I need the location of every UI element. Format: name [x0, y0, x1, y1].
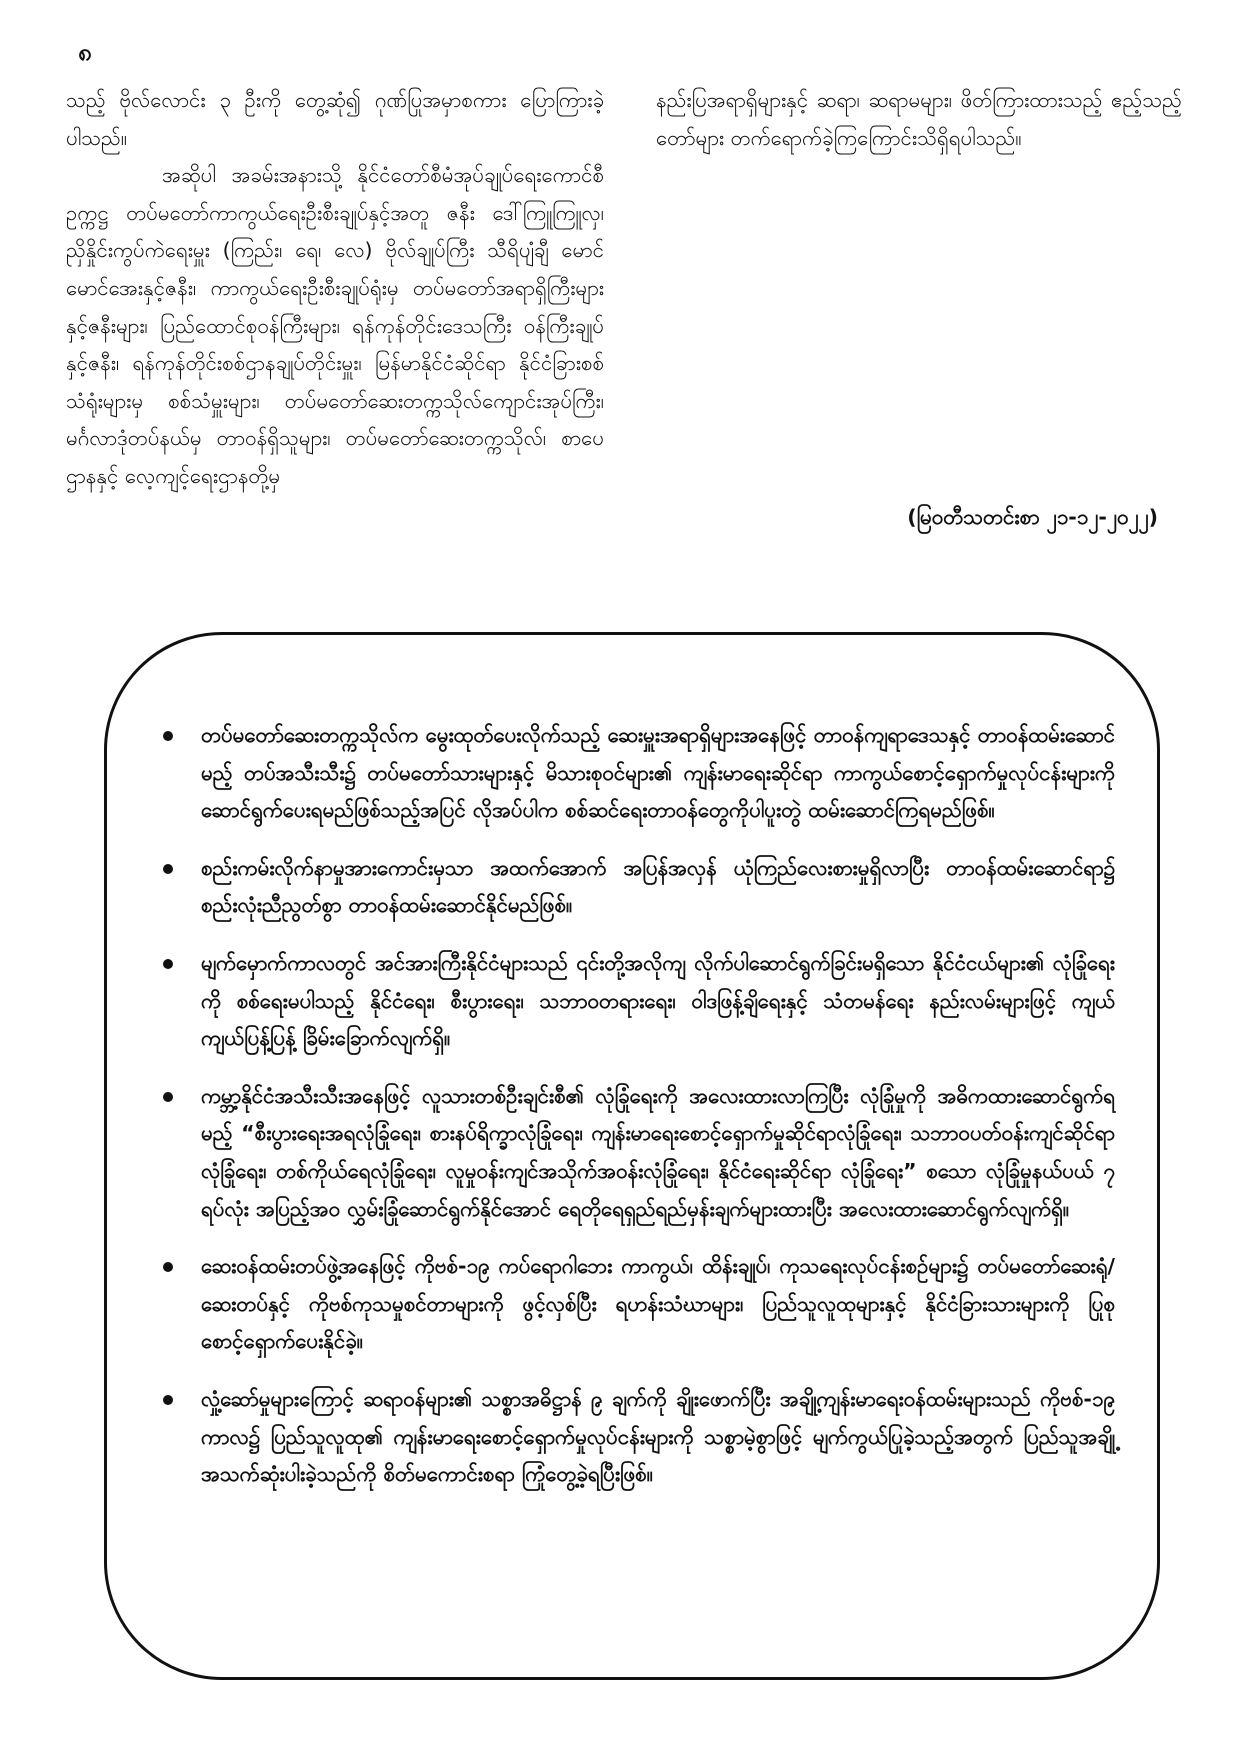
left-paragraph-1: သည့် ဗိုလ်လောင်း ၃ ဦးကို တွေ့ဆုံ၍ ဂုဏ်ပြုအမှာစကား ပြောကြားခဲ့ပါသည်။	[66, 88, 604, 150]
bullet-icon	[163, 959, 173, 969]
bullet-icon	[163, 1092, 173, 1102]
page-number: ၈	[78, 38, 92, 66]
summary-bullet-item	[163, 1078, 1115, 1228]
summary-bullet-text: တပ်မတော်ဆေးတက္ကသိုလ်က မွေးထုတ်ပေးလိုက်သည့် ဆေးမှူးအရာရှိများအနေဖြင့် တာဝန်ကျရာဒေသနှင့် တာဝန်ထမ်းဆောင်မည့် တပ်အသီးသီး၌ တပ်မတော်သားများနှင့် မိသားစုဝင်များ၏ ကျန်းမာရေးဆိုင်ရာ ကာကွယ်စောင့်ရှောက်မှုလုပ်ငန်းများကို ဆောင်ရွက်ပေးရမည်ဖြစ်သည့်အပြင် လိုအပ်ပါက စစ်ဆင်ရေးတာဝန်တွေကိုပါပူးတွဲ ထမ်းဆောင်ကြရမည်ဖြစ်။	[201, 723, 1115, 823]
bullet-icon	[163, 864, 173, 874]
summary-bullet-text: ဆေးဝန်ထမ်းတပ်ဖွဲ့အနေဖြင့် ကိုဗစ်-၁၉ ကပ်ရောဂါဘေး ကာကွယ်၊ ထိန်းချုပ်၊ ကုသရေးလုပ်ငန်းစဉ်များ၌ တပ်မတော်ဆေးရုံ/ဆေးတပ်နှင့် ကိုဗစ်ကုသမှုစင်တာများကို ဖွင့်လှစ်ပြီး ရဟန်းသံဃာများ၊ ပြည်သူလူထုများနှင့် နိုင်ငံခြားသားများကို ပြုစုစောင့်ရှောက်ပေးနိုင်ခဲ့။	[201, 1254, 1115, 1354]
summary-bullet-text: လှုံ့ဆော်မှုများကြောင့် ဆရာဝန်များ၏ သစ္စာအဓိဋ္ဌာန် ၉ ချက်ကို ချိုးဖောက်ပြီး အချို့ကျန်းမာရေးဝန်ထမ်းများသည် ကိုဗစ်-၁၉ ကာလ၌ ပြည်သူလူထု၏ ကျန်းမာရေးစောင့်ရှောက်မှုလုပ်ငန်းများကို သစ္စာမဲ့စွာဖြင့် မျက်ကွယ်ပြုခဲ့သည့်အတွက် ပြည်သူအချို့ အသက်ဆုံးပါးခဲ့သည်ကို စိတ်မကောင်းစရာ ကြုံတွေ့ခဲ့ရပြီးဖြစ်။	[201, 1386, 1115, 1487]
summary-bullet-item	[163, 1248, 1115, 1361]
summary-bullet-text: စည်းကမ်းလိုက်နာမှုအားကောင်းမှသာ အထက်အောက် အပြန်အလှန် ယုံကြည်လေးစားမှုရှိလာပြီး တာဝန်ထမ်းဆောင်ရာ၌ စည်းလုံးညီညွတ်စွာ တာဝန်ထမ်းဆောင်နိုင်မည်ဖြစ်။	[201, 855, 1115, 918]
source-citation: (မြဝတီသတင်းစာ ၂၁-၁၂-၂၀၂၂)	[907, 505, 1158, 529]
summary-box	[104, 632, 1160, 1680]
right-paragraph-1: နည်းပြအရာရှိများနှင့် ဆရာ၊ ဆရာမများ၊ ဖိတ်ကြားထားသည့် ဧည့်သည့်တော်များ တက်ရောက်ခဲ့ကြကြောင်းသိရှိရပါသည်။	[656, 88, 1182, 150]
summary-bullet-item	[163, 1381, 1115, 1494]
left-column	[66, 82, 604, 496]
summary-bullet-item	[163, 850, 1115, 925]
bullet-icon	[163, 1395, 173, 1405]
left-paragraph-2: အဆိုပါ အခမ်းအနားသို့ နိုင်ငံတော်စီမံအုပ်ချုပ်ရေးကောင်စီဥက္ကဋ္ဌ တပ်မတော်ကာကွယ်ရေးဦးစီးချုပ်နှင့်အတူ ဇနီး ဒေါ်ကြူကြူလှ၊ ညှိနှိုင်းကွပ်ကဲရေးမှူး (ကြည်း၊ ရေ၊ လေ) ဗိုလ်ချုပ်ကြီး သီရိပျံချီ မောင်မောင်အေးနှင့်ဇနီး၊ ကာကွယ်ရေးဦးစီးချုပ်ရုံးမှ တပ်မတော်အရာရှိကြီးများနှင့်ဇနီးများ၊ ပြည်ထောင်စုဝန်ကြီးများ၊ ရန်ကုန်တိုင်းဒေသကြီး ဝန်ကြီးချုပ်နှင့်ဇနီး၊ ရန်ကုန်တိုင်းစစ်ဌာနချုပ်တိုင်းမှူး၊ မြန်မာနိုင်ငံဆိုင်ရာ နိုင်ငံခြားစစ်သံရုံးများမှ စစ်သံမှူးများ၊ တပ်မတော်ဆေးတက္ကသိုလ်ကျောင်းအုပ်ကြီး၊ မင်္ဂလာဒုံတပ်နယ်မှ တာဝန်ရှိသူများ၊ တပ်မတော်ဆေးတက္ကသိုလ်၊ စာပေဌာနနှင့် လေ့ကျင့်ရေးဌာနတို့မှ	[66, 163, 604, 488]
summary-bullet-text: ကမ္ဘာ့နိုင်ငံအသီးသီးအနေဖြင့် လူသားတစ်ဦးချင်းစီ၏ လုံခြုံရေးကို အလေးထားလာကြပြီး လုံခြုံမှုကို အဓိကထားဆောင်ရွက်ရမည့် “စီးပွားရေးအရလုံခြုံရေး၊ စားနပ်ရိက္ခာလုံခြုံရေး၊ ကျန်းမာရေးစောင့်ရှောက်မှုဆိုင်ရာလုံခြုံရေး၊ သဘာဝပတ်ဝန်းကျင်ဆိုင်ရာ လုံခြုံရေး၊ တစ်ကိုယ်ရေလုံခြုံရေး၊ လူမှုဝန်းကျင်အသိုက်အဝန်းလုံခြုံရေး၊ နိုင်ငံရေးဆိုင်ရာ လုံခြုံရေး” စသော လုံခြုံမှုနယ်ပယ် ၇ ရပ်လုံး အပြည့်အဝ လွှမ်းခြုံဆောင်ရွက်နိုင်အောင် ရေတိုရေရှည်ရည်မှန်းချက်များထားပြီး အလေးထားဆောင်ရွက်လျက်ရှိ။	[201, 1083, 1115, 1221]
bullet-icon	[163, 1262, 173, 1272]
summary-bullet-item	[163, 717, 1115, 830]
summary-bullet-item	[163, 945, 1115, 1058]
bullet-icon	[163, 731, 173, 741]
right-column	[656, 82, 1182, 157]
summary-bullet-list	[163, 717, 1115, 1514]
summary-bullet-text: မျက်မှောက်ကာလတွင် အင်အားကြီးနိုင်ငံများသည် ၎င်းတို့အလိုကျ လိုက်ပါဆောင်ရွက်ခြင်းမရှိသော နိုင်ငံငယ်များ၏ လုံခြုံရေးကို စစ်ရေးမပါသည့် နိုင်ငံရေး၊ စီးပွားရေး၊ သဘာဝတရားရေး၊ ဝါဒဖြန့်ချိရေးနှင့် သံတမန်ရေး နည်းလမ်းများဖြင့် ကျယ်ကျယ်ပြန့်ပြန့် ခြိမ်းခြောက်လျက်ရှိ။	[201, 950, 1115, 1051]
